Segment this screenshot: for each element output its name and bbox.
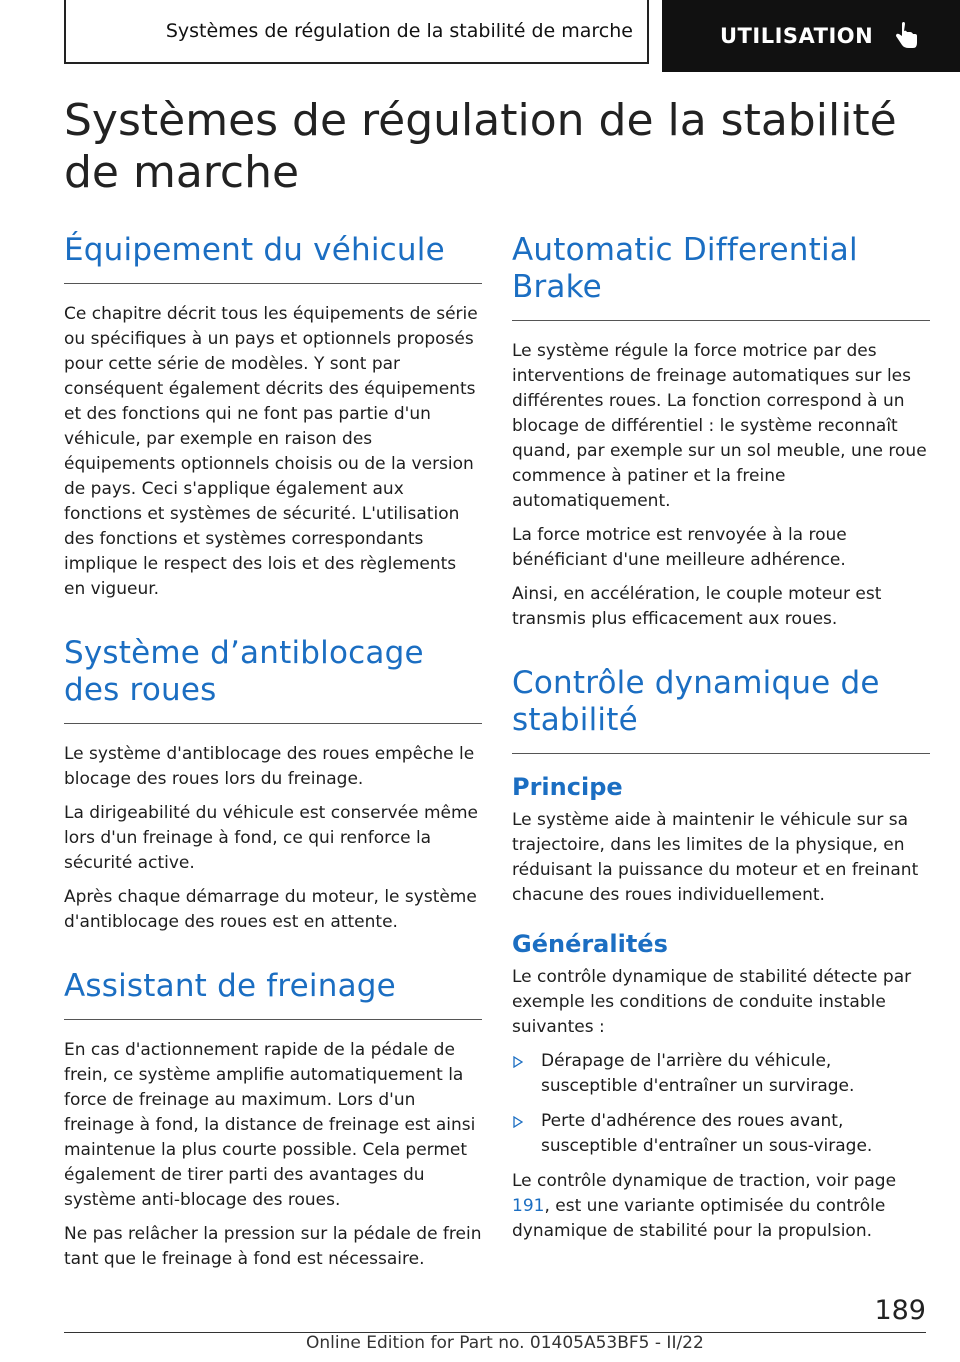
running-header-title: Systèmes de régulation de la stabilité de marche xyxy=(165,20,633,42)
subheading-principle: Principe xyxy=(512,773,623,801)
list-item xyxy=(512,1049,930,1099)
adb-paragraph-1: Le système régule la force motrice par des interventions de freinage automatiques sur les différentes roues. La fonction correspond à un blocage de différentiel : le système reconnaît quand, par exemple sur un sol meuble, une roue commence à patiner et la freine automatiquement. xyxy=(512,341,927,511)
abs-paragraph-2: La dirigeabilité du véhicule est conservée même lors d'un freinage à fond, ce qui renforce la sécurité active. xyxy=(64,803,479,873)
dtc-text-start: Le contrôle dynamique de traction, voir page xyxy=(512,1171,897,1191)
list-item-text: Perte d'adhérence des roues avant, susceptible d'entraîner un sous-virage. xyxy=(541,1111,873,1156)
edition-footer: Online Edition for Part no. 01405A53BF5 - II/22 xyxy=(306,1333,704,1353)
heading-abs: Système d’antiblocage des roues xyxy=(64,635,482,724)
chapter-label: UTILISATION xyxy=(720,24,874,48)
brake-assist-paragraph-2: Ne pas relâcher la pression sur la pédale de frein tant que le freinage à fond est nécessaire. xyxy=(64,1224,482,1269)
heading-equipment: Équipement du véhicule xyxy=(64,232,482,284)
adb-paragraph-3: Ainsi, en accélération, le couple moteur est transmis plus efficacement aux roues. xyxy=(512,584,882,629)
dtc-text xyxy=(512,1169,930,1244)
dtc-text-end: , est une variante optimisée du contrôle dynamique de stabilité pour la propulsion. xyxy=(512,1196,886,1241)
page-title: Systèmes de régulation de la stabilité de marche xyxy=(64,95,897,198)
page-reference-link[interactable]: 191 xyxy=(512,1196,545,1216)
adb-paragraph-2: La force motrice est renvoyée à la roue bénéficiant d'une meilleure adhérence. xyxy=(512,525,847,570)
heading-brake-assist: Assistant de freinage xyxy=(64,968,482,1020)
instability-list xyxy=(512,1049,930,1159)
page-number: 189 xyxy=(874,1295,926,1326)
abs-paragraph-3: Après chaque démarrage du moteur, le système d'antiblocage des roues est en attente. xyxy=(64,887,477,932)
right-column xyxy=(512,232,930,1253)
running-header xyxy=(64,0,649,64)
triangle-bullet-icon xyxy=(513,1056,523,1068)
subheading-general: Généralités xyxy=(512,930,668,958)
heading-adb: Automatic Differential Brake xyxy=(512,232,930,321)
abs-paragraph-1: Le système d'antiblocage des roues empêche le blocage des roues lors du freinage. xyxy=(64,744,475,789)
chapter-tab xyxy=(662,0,960,72)
list-item-text: Dérapage de l'arrière du véhicule, susceptible d'entraîner un survirage. xyxy=(541,1051,855,1096)
list-item xyxy=(512,1109,930,1159)
pointing-hand-icon xyxy=(891,21,921,51)
principle-text: Le système aide à maintenir le véhicule sur sa trajectoire, dans les limites de la physique, en réduisant la puissance du moteur et en freinant chacune des roues individuellement. xyxy=(512,810,919,905)
general-text: Le contrôle dynamique de stabilité détecte par exemple les conditions de conduite instable suivantes : xyxy=(512,967,912,1037)
left-column xyxy=(64,232,482,1281)
triangle-bullet-icon xyxy=(513,1116,523,1128)
brake-assist-paragraph-1: En cas d'actionnement rapide de la pédale de frein, ce système amplifie automatiquement la force de freinage au maximum. Lors d'un freinage à fond, la distance de freinage est ainsi maintenue la plus courte possible. Cela permet également de tirer parti des avantages du système anti-blocage des roues. xyxy=(64,1040,476,1210)
heading-dsc: Contrôle dynamique de stabilité xyxy=(512,665,930,754)
equipment-text: Ce chapitre décrit tous les équipements de série ou spécifiques à un pays et optionnels proposés pour cette série de modèles. Y sont par conséquent également décrits des équipements et des fonctions qui ne font pas partie d'un véhicule, par exemple en raison des équipements optionnels choisis ou de la version de pays. Ceci s'applique également aux fonctions et systèmes de sécurité. L'utilisation des fonctions et systèmes correspondants implique le respect des lois et des règlements en vigueur. xyxy=(64,304,478,599)
